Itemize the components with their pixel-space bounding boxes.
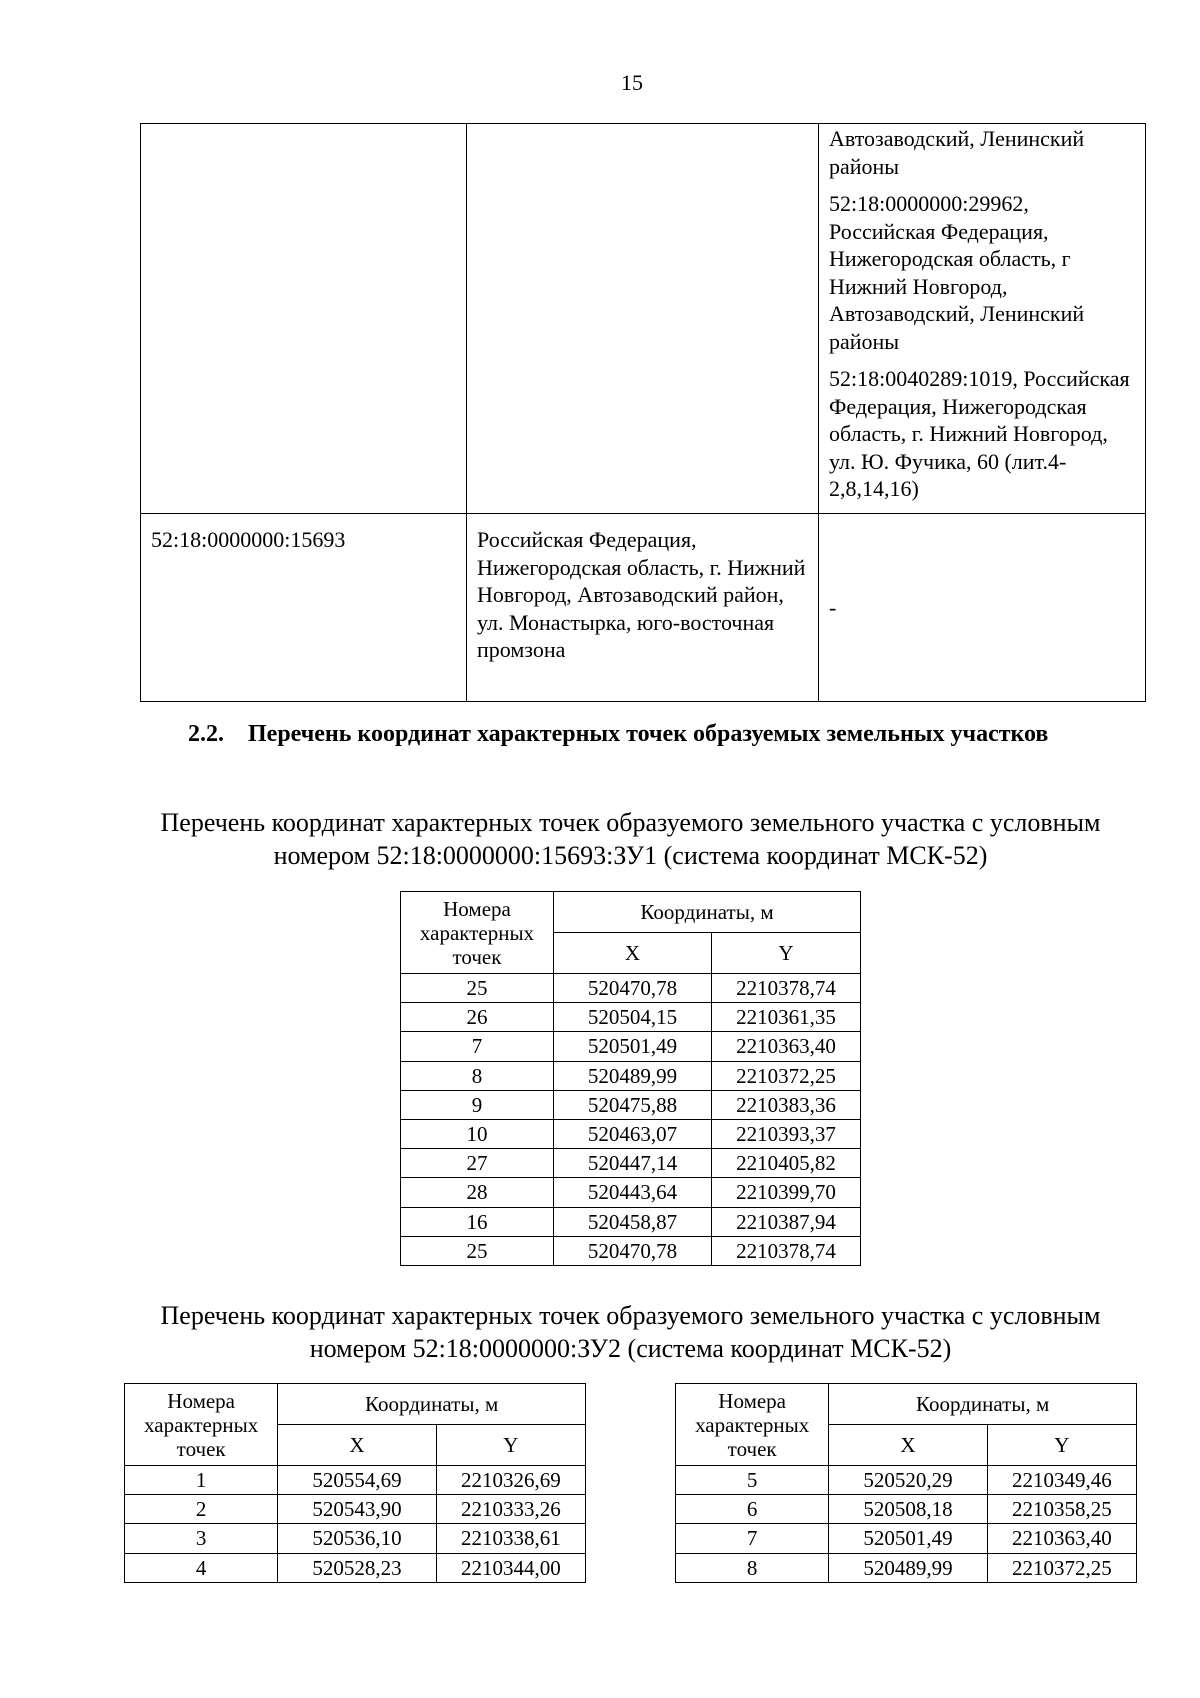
x-coordinate-cell: 520543,90 bbox=[278, 1495, 436, 1524]
y-coordinate-cell: 2210387,94 bbox=[712, 1207, 861, 1236]
table-row bbox=[401, 1032, 861, 1061]
section-heading bbox=[115, 718, 1145, 751]
address-cell: Российская Федерация, Нижегородская область, г. Нижний Новгород, Автозаводский район, ул. Монастырка, юго-восточная промзона bbox=[467, 514, 819, 702]
point-number-cell: 8 bbox=[401, 1061, 554, 1090]
point-number-cell: 7 bbox=[401, 1032, 554, 1061]
x-coordinate-cell: 520489,99 bbox=[829, 1553, 987, 1582]
table-header-row bbox=[676, 1384, 1137, 1425]
header-y: Y bbox=[987, 1425, 1136, 1466]
point-number-cell: 7 bbox=[676, 1524, 829, 1553]
point-number-cell: 5 bbox=[676, 1466, 829, 1495]
table-row bbox=[125, 1495, 586, 1524]
y-coordinate-cell: 2210378,74 bbox=[712, 974, 861, 1003]
x-coordinate-cell: 520554,69 bbox=[278, 1466, 436, 1495]
point-number-cell: 27 bbox=[401, 1149, 554, 1178]
x-coordinate-cell: 520504,15 bbox=[554, 1003, 712, 1032]
table-row bbox=[141, 514, 1146, 702]
table-row bbox=[401, 1061, 861, 1090]
zu1-caption: Перечень координат характерных точек образуемого земельного участка с условным номером 52:18:0000000:15693:ЗУ1 (система координат МСК-52) bbox=[160, 808, 1101, 870]
cadastral-number-cell: 52:18:0000000:15693 bbox=[141, 514, 467, 702]
x-coordinate-cell: 520520,29 bbox=[829, 1466, 987, 1495]
header-point-numbers: Номера характерных точек bbox=[401, 892, 554, 974]
y-coordinate-cell: 2210372,25 bbox=[712, 1061, 861, 1090]
table-header-row bbox=[401, 892, 861, 933]
parcels-table bbox=[140, 123, 1146, 702]
header-y: Y bbox=[712, 933, 861, 974]
y-coordinate-cell: 2210393,37 bbox=[712, 1119, 861, 1148]
table-row bbox=[676, 1466, 1137, 1495]
x-coordinate-cell: 520508,18 bbox=[829, 1495, 987, 1524]
y-coordinate-cell: 2210383,36 bbox=[712, 1090, 861, 1119]
y-coordinate-cell: 2210399,70 bbox=[712, 1178, 861, 1207]
y-coordinate-cell: 2210405,82 bbox=[712, 1149, 861, 1178]
y-coordinate-cell: 2210344,00 bbox=[436, 1553, 585, 1582]
point-number-cell: 2 bbox=[125, 1495, 278, 1524]
zu1-coordinates-table bbox=[400, 891, 861, 1266]
header-coordinates: Координаты, м bbox=[278, 1384, 586, 1425]
table-row bbox=[401, 974, 861, 1003]
point-number-cell: 28 bbox=[401, 1178, 554, 1207]
y-coordinate-cell: 2210378,74 bbox=[712, 1236, 861, 1265]
point-number-cell: 6 bbox=[676, 1495, 829, 1524]
section-number: 2.2. bbox=[188, 721, 224, 747]
x-coordinate-cell: 520489,99 bbox=[554, 1061, 712, 1090]
point-number-cell: 3 bbox=[125, 1524, 278, 1553]
header-point-numbers: Номера характерных точек bbox=[676, 1384, 829, 1466]
point-number-cell: 1 bbox=[125, 1466, 278, 1495]
table-row bbox=[401, 1207, 861, 1236]
y-coordinate-cell: 2210363,40 bbox=[987, 1524, 1136, 1553]
table-row bbox=[401, 1236, 861, 1265]
point-number-cell: 9 bbox=[401, 1090, 554, 1119]
x-coordinate-cell: 520528,23 bbox=[278, 1553, 436, 1582]
table-cell bbox=[141, 124, 467, 514]
page-number: 15 bbox=[621, 70, 643, 95]
related-parcel-entry: 52:18:0040289:1019, Российская Федерация, Нижегородская область, г. Нижний Новгород, ул. Ю. Фучика, 60 (лит.4-2,8,14,16) bbox=[829, 366, 1130, 501]
x-coordinate-cell: 520501,49 bbox=[829, 1524, 987, 1553]
table-header-row bbox=[125, 1384, 586, 1425]
y-coordinate-cell: 2210363,40 bbox=[712, 1032, 861, 1061]
header-x: X bbox=[829, 1425, 987, 1466]
point-number-cell: 4 bbox=[125, 1553, 278, 1582]
related-cell: - bbox=[819, 514, 1146, 702]
table-row bbox=[125, 1466, 586, 1495]
y-coordinate-cell: 2210358,25 bbox=[987, 1495, 1136, 1524]
table-row bbox=[401, 1149, 861, 1178]
related-parcel-entry: 52:18:0000000:29962, Российская Федерация, Нижегородская область, г Нижний Новгород, Автозаводский, Ленинский районы bbox=[829, 191, 1085, 354]
zu2-coordinates-table-right bbox=[675, 1383, 1137, 1583]
table-row bbox=[676, 1495, 1137, 1524]
zu2-caption: Перечень координат характерных точек образуемого земельного участка с условным номером 52:18:0000000:ЗУ2 (система координат МСК-52) bbox=[160, 1301, 1101, 1363]
table-row bbox=[401, 1090, 861, 1119]
x-coordinate-cell: 520536,10 bbox=[278, 1524, 436, 1553]
point-number-cell: 25 bbox=[401, 1236, 554, 1265]
table-row bbox=[141, 124, 1146, 514]
table-row bbox=[676, 1524, 1137, 1553]
section-title: Перечень координат характерных точек образуемых земельных участков bbox=[248, 721, 1049, 747]
y-coordinate-cell: 2210338,61 bbox=[436, 1524, 585, 1553]
point-number-cell: 25 bbox=[401, 974, 554, 1003]
header-y: Y bbox=[436, 1425, 585, 1466]
header-coordinates: Координаты, м bbox=[829, 1384, 1137, 1425]
y-coordinate-cell: 2210349,46 bbox=[987, 1466, 1136, 1495]
zu2-coordinates-table-left bbox=[124, 1383, 586, 1583]
x-coordinate-cell: 520447,14 bbox=[554, 1149, 712, 1178]
table-cell bbox=[467, 124, 819, 514]
header-x: X bbox=[278, 1425, 436, 1466]
related-parcel-entry: Автозаводский, Ленинский районы bbox=[829, 126, 1085, 179]
point-number-cell: 8 bbox=[676, 1553, 829, 1582]
table-row bbox=[676, 1553, 1137, 1582]
header-x: X bbox=[554, 933, 712, 974]
x-coordinate-cell: 520501,49 bbox=[554, 1032, 712, 1061]
x-coordinate-cell: 520443,64 bbox=[554, 1178, 712, 1207]
point-number-cell: 10 bbox=[401, 1119, 554, 1148]
y-coordinate-cell: 2210326,69 bbox=[436, 1466, 585, 1495]
table-row bbox=[125, 1524, 586, 1553]
y-coordinate-cell: 2210372,25 bbox=[987, 1553, 1136, 1582]
x-coordinate-cell: 520463,07 bbox=[554, 1119, 712, 1148]
point-number-cell: 16 bbox=[401, 1207, 554, 1236]
x-coordinate-cell: 520458,87 bbox=[554, 1207, 712, 1236]
header-point-numbers: Номера характерных точек bbox=[125, 1384, 278, 1466]
table-row bbox=[125, 1553, 586, 1582]
table-row bbox=[401, 1119, 861, 1148]
point-number-cell: 26 bbox=[401, 1003, 554, 1032]
related-parcels-cell bbox=[819, 124, 1146, 514]
x-coordinate-cell: 520470,78 bbox=[554, 974, 712, 1003]
x-coordinate-cell: 520470,78 bbox=[554, 1236, 712, 1265]
x-coordinate-cell: 520475,88 bbox=[554, 1090, 712, 1119]
table-row bbox=[401, 1003, 861, 1032]
y-coordinate-cell: 2210361,35 bbox=[712, 1003, 861, 1032]
header-coordinates: Координаты, м bbox=[554, 892, 861, 933]
table-row bbox=[401, 1178, 861, 1207]
y-coordinate-cell: 2210333,26 bbox=[436, 1495, 585, 1524]
